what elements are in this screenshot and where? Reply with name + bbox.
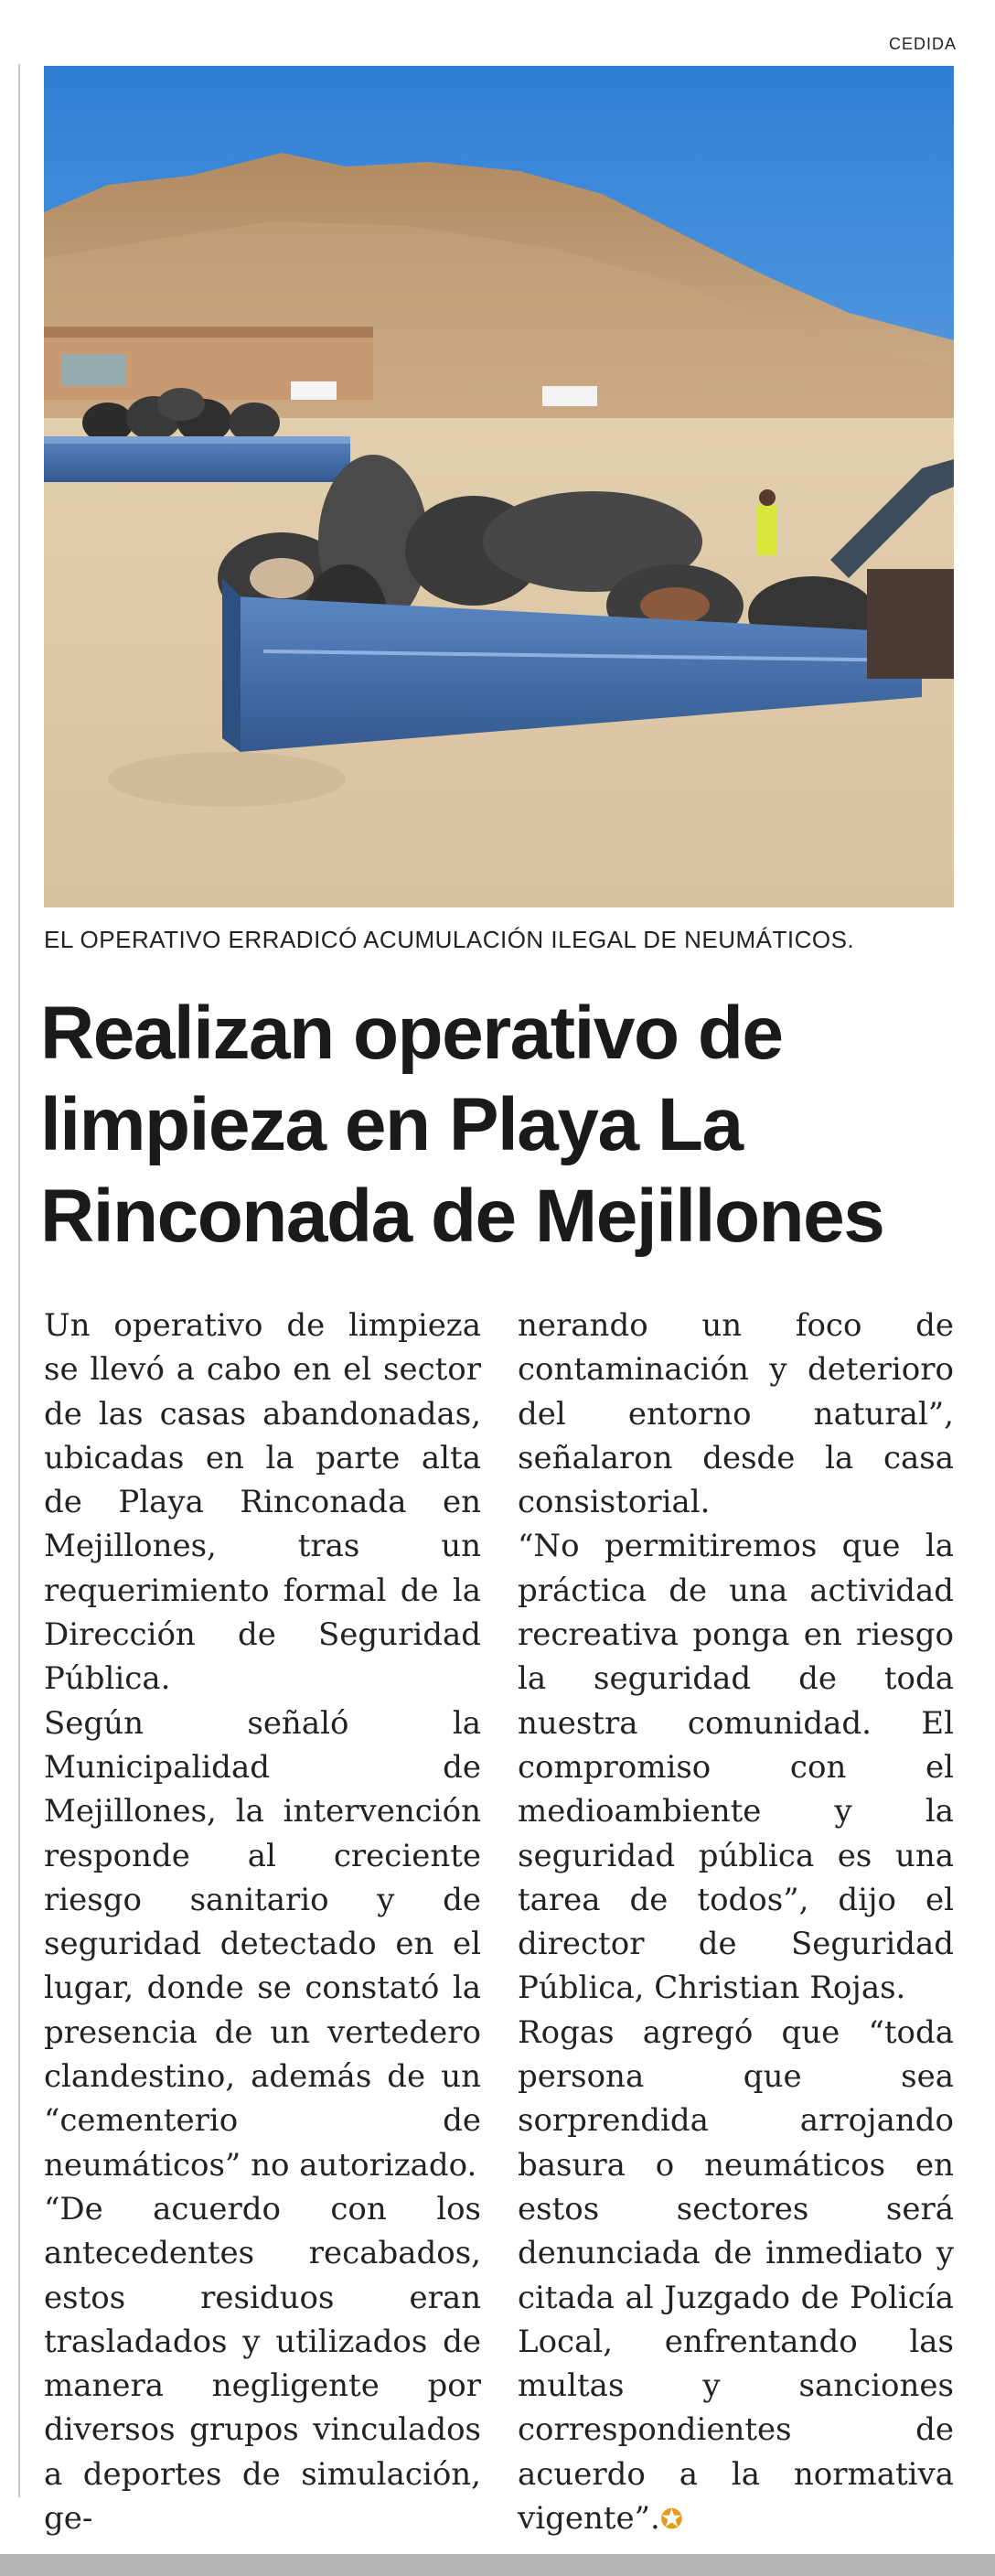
photo-credit: CEDIDA bbox=[888, 35, 957, 53]
body-paragraph: Según señaló la Municipalidad de Mejillones, la intervención responde al creciente riesgo sanitario y de seguridad detectado en el lugar, donde se constató la presencia de un vertedero clandestino, además de un “cementerio de neumáticos” no autorizado. bbox=[44, 1704, 481, 2184]
body-paragraph: “No permitiremos que la práctica de una actividad recreativa ponga en riesgo la seguridad de toda nuestra comunidad. El compromiso con el medioambiente y la seguridad pública es una tarea de todos”, dijo el director de Seguridad Pública, Christian Rojas. bbox=[518, 1528, 954, 2007]
left-margin-rule bbox=[18, 64, 20, 2497]
end-of-article-icon: ✪ bbox=[659, 2504, 683, 2537]
body-text: Rogas agregó que “toda persona que sea sorprendida arrojando basura o neumáticos en estos sectores será denunciada de inmediato y citada al Juzgado de Policía Local, enfrentando las multas y sanciones correspondientes de acuerdo a la normativa vigente”. bbox=[518, 2013, 954, 2538]
body-paragraph: Un operativo de limpieza se llevó a cabo en el sector de las casas abandonadas, ubicadas en la parte alta de Playa Rinconada en Mejillones, tras un requerimiento formal de la Dirección de Seguridad Pública. bbox=[44, 1307, 481, 1698]
body-paragraph: “De acuerdo con los antecedentes recabados, estos residuos eran trasladados y utilizados de manera negligente por diversos grupos vinculados a deportes de simulación, ge- bbox=[44, 2190, 481, 2538]
photo-caption: EL OPERATIVO ERRADICÓ ACUMULACIÓN ILEGAL DE NEUMÁTICOS. bbox=[44, 926, 855, 953]
article-photo bbox=[44, 66, 954, 907]
article-column-left bbox=[44, 1304, 481, 2540]
headline-line: Rinconada de Mejillones bbox=[40, 1175, 884, 1258]
article-headline bbox=[40, 988, 964, 1262]
page-bottom-bar bbox=[0, 2554, 995, 2576]
article-column-right bbox=[518, 1304, 954, 2542]
headline-line: limpieza en Playa La bbox=[40, 1083, 743, 1166]
body-paragraph-last bbox=[518, 2011, 954, 2543]
headline-line: Realizan operativo de bbox=[40, 992, 783, 1075]
body-paragraph: nerando un foco de contaminación y deterioro del entorno natural”, señalaron desde la casa consistorial. bbox=[518, 1307, 954, 1521]
